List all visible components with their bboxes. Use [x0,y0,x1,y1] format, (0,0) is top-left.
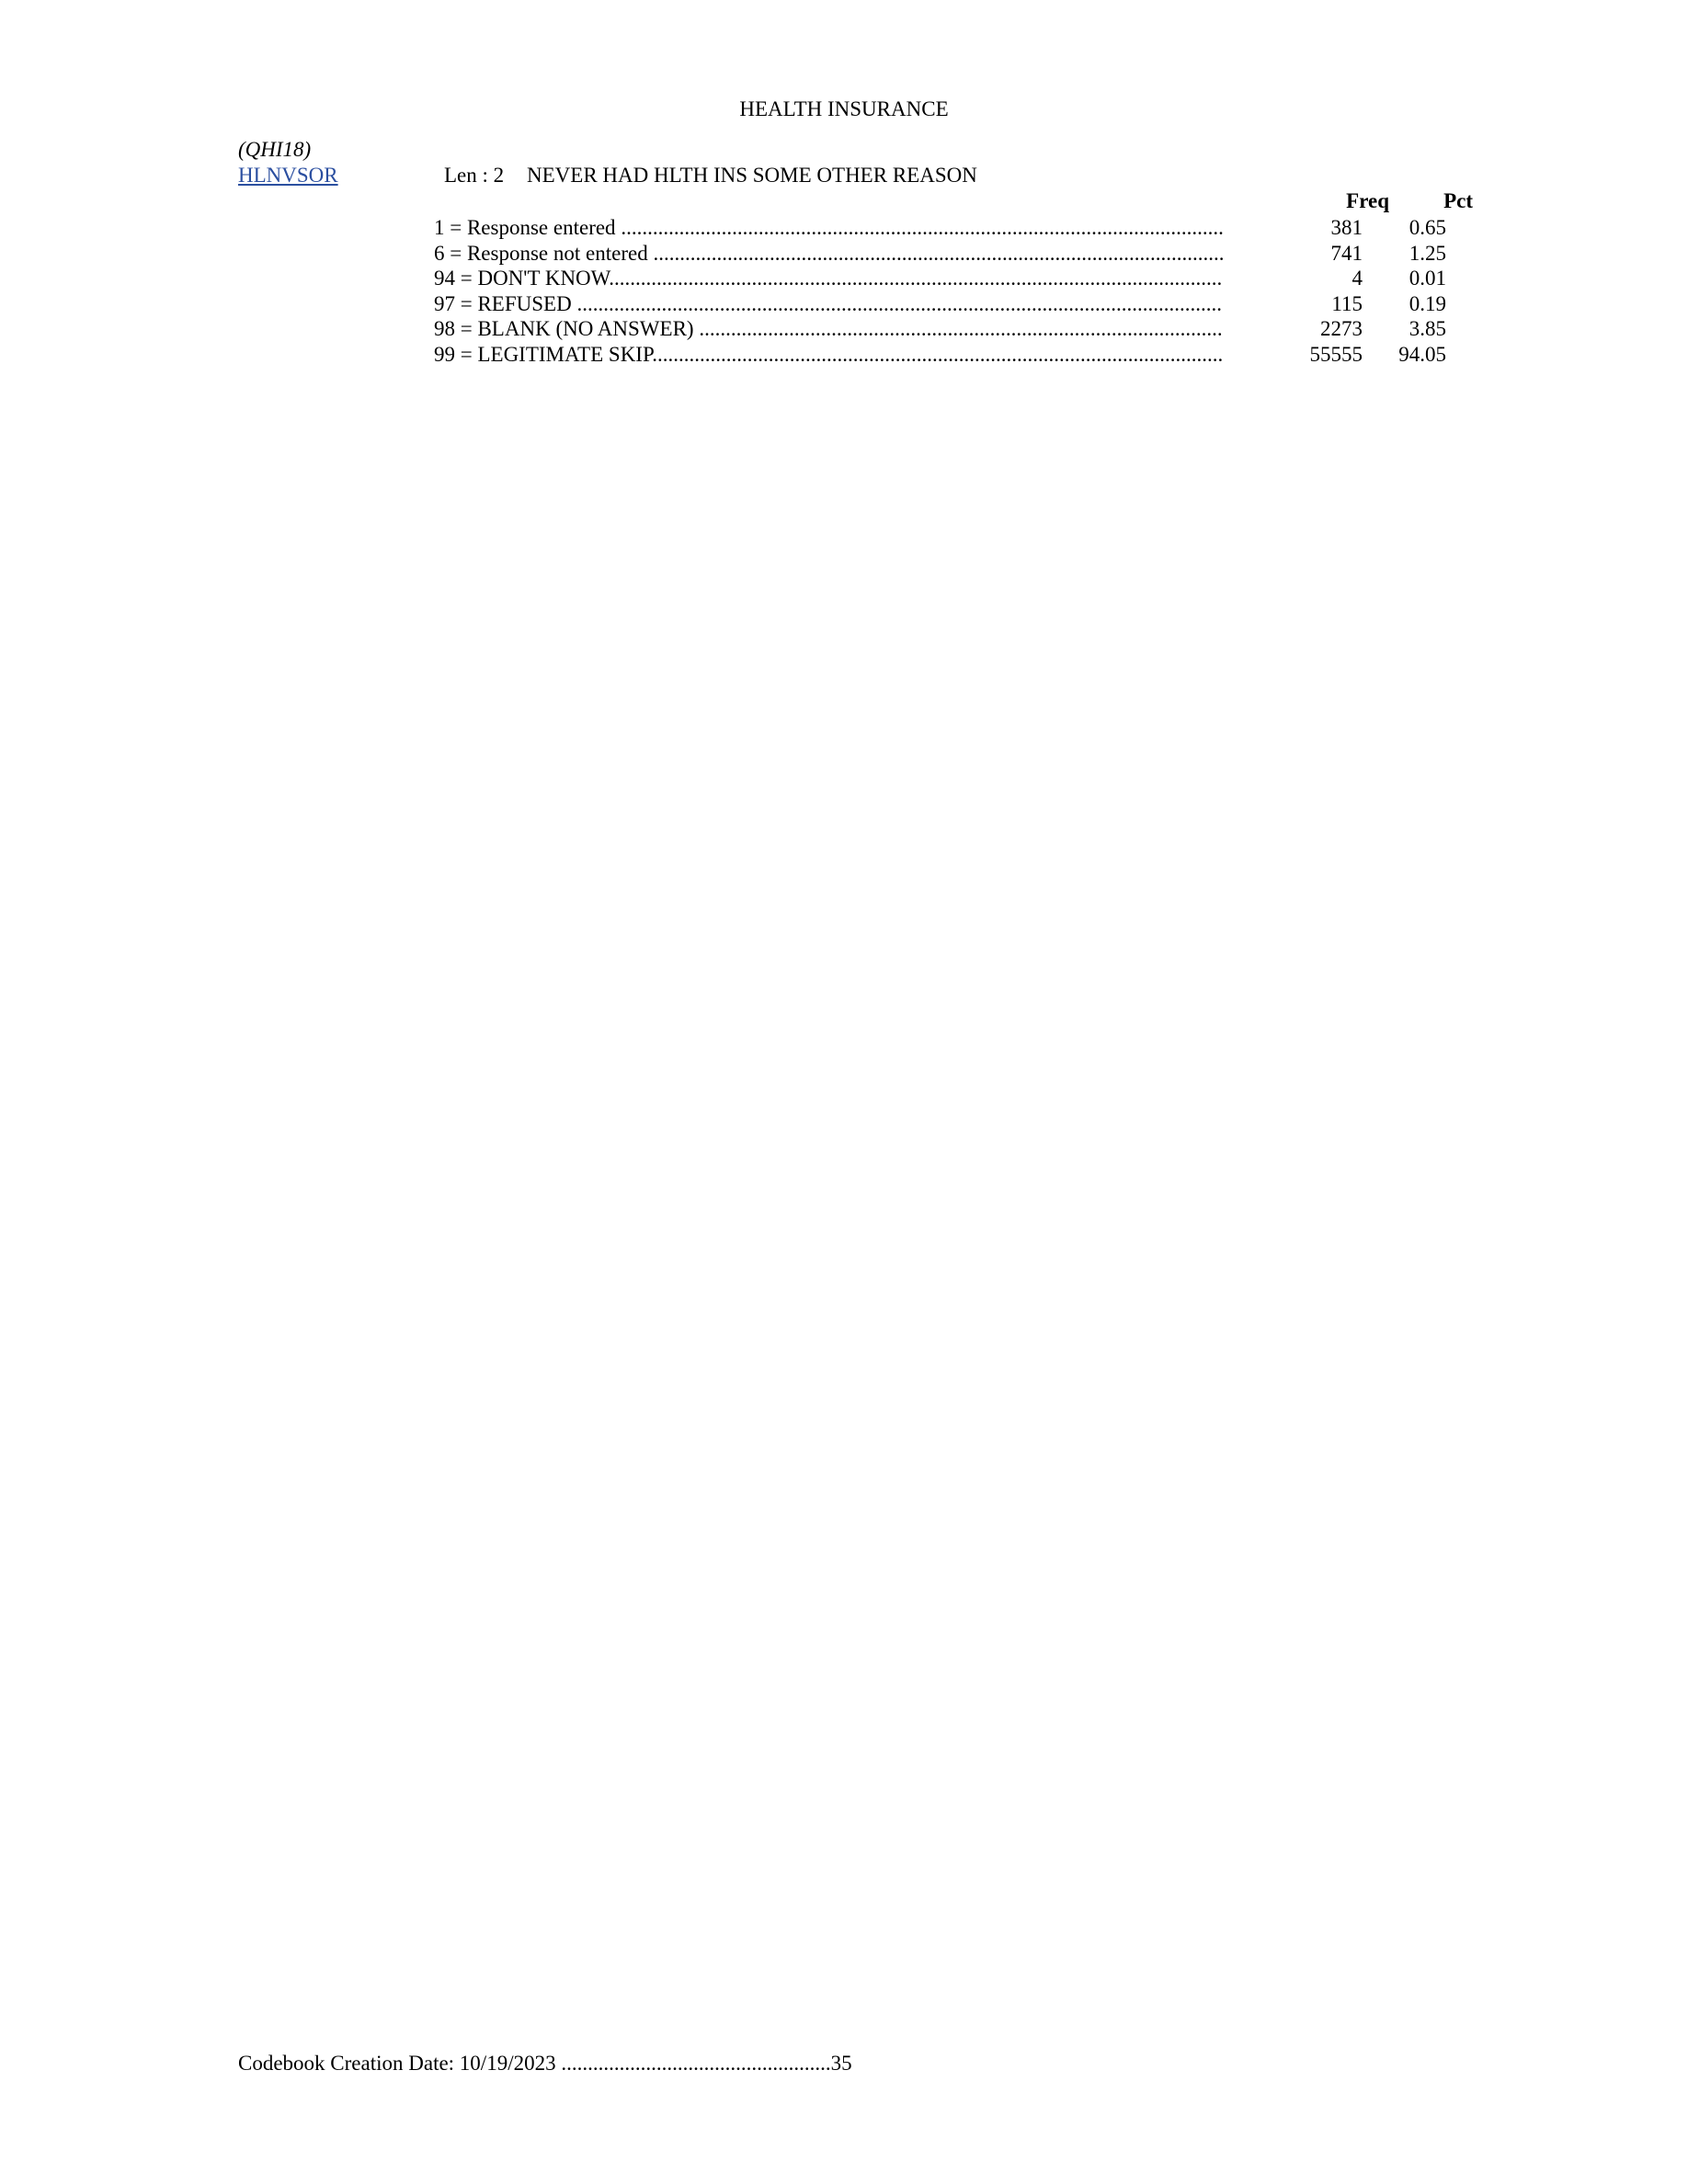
pct-value: 0.65 [1409,216,1446,239]
response-label: 97 = REFUSED ..... [434,291,1223,316]
freq-value: 381 [1330,216,1363,239]
question-id: (QHI18) [238,138,312,161]
table-row [434,316,1473,342]
freq-value: 55555 [1309,342,1363,366]
table-row [434,291,1473,317]
freq-value: 741 [1330,241,1363,265]
page-title: HEALTH INSURANCE [739,97,949,120]
pct-value: 0.19 [1409,291,1446,315]
freq-value: 2273 [1320,317,1363,340]
response-label: 98 = BLANK (NO ANSWER) ..... [434,316,1223,341]
response-label: 6 = Response not entered ..... [434,241,1223,266]
pct-value: 0.01 [1409,267,1446,290]
response-label: 94 = DON'T KNOW ..... [434,266,1223,290]
variable-length: Len : 2 [444,164,505,187]
pct-value: 94.05 [1398,342,1446,366]
response-label: 99 = LEGITIMATE SKIP ..... [434,342,1223,367]
response-label: 1 = Response entered ..... [434,215,1223,240]
freq-column-header: Freq [1346,189,1389,212]
table-row [434,215,1473,241]
pct-value: 3.85 [1409,317,1446,340]
pct-column-header: Pct [1443,189,1473,212]
pct-value: 1.25 [1409,241,1446,265]
table-row [434,342,1473,368]
variable-description: NEVER HAD HLTH INS SOME OTHER REASON [527,164,977,187]
codebook-footer: Codebook Creation Date: 10/19/2023 ...................................................35 [238,2052,852,2075]
freq-value: 4 [1352,267,1363,290]
table-row [434,266,1473,291]
frequency-table [434,215,1473,367]
table-row [434,241,1473,267]
variable-name-link[interactable]: HLNVSOR [238,164,338,187]
freq-value: 115 [1331,291,1363,315]
